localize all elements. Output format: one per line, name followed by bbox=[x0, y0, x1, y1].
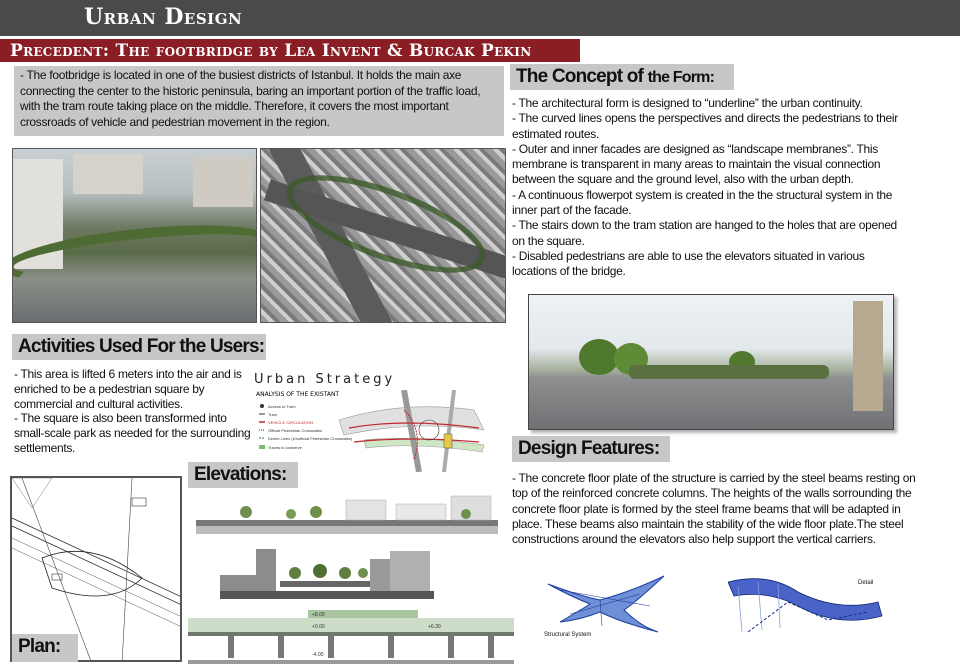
level-label: +6.30 bbox=[428, 624, 441, 630]
elevations-heading: Elevations: bbox=[188, 462, 298, 488]
structural-label: Structural System bbox=[544, 632, 592, 638]
top-banner bbox=[0, 0, 960, 36]
level-label: +0.00 bbox=[312, 624, 325, 630]
legend-item: Official Pedestrian Crosswalks bbox=[268, 428, 322, 433]
bridge-shape bbox=[629, 365, 829, 379]
street-photo bbox=[12, 148, 257, 323]
strategy-site-drawing bbox=[339, 390, 484, 472]
urban-strategy-title: Urban Strategy bbox=[254, 372, 396, 387]
concept-item: - The curved lines opens the perspectives and directs the pedestrians to their estimated routes. bbox=[512, 111, 898, 141]
design-paragraph: - The concrete floor plate of the structure is carried by the steel beams resting on top of the reinforced concrete columns. The heights of the walls sorrounding the concrete floor plate is formed by the steel frame beams that will be adapted in place. These beams also maintain the stability of the wide floor plate.The steel constructions around the elevators also help support the vertical carriers. bbox=[512, 471, 916, 547]
concept-item: - Outer and inner facades are designed as “landscape membranes”. This membrane is transparent in many areas to maintain the visual connection between the square and the ground level, also with the urban depth. bbox=[512, 141, 881, 187]
detail-label: Detail bbox=[858, 580, 874, 586]
legend-item: Traces to conserve bbox=[268, 445, 302, 450]
concept-heading-main: The Concept of bbox=[516, 66, 648, 87]
elevation-drawing bbox=[220, 545, 434, 600]
intro-box bbox=[14, 66, 504, 136]
design-text bbox=[512, 471, 918, 547]
concept-item: - A continuous flowerpot system is created in the the structural system in the inner part of the facade. bbox=[512, 187, 893, 218]
level-label: +8.00 bbox=[312, 612, 325, 618]
activities-item: - This area is lifted 6 meters into the air and is enriched to be a pedestrian square by commercial and cultural activities. bbox=[14, 367, 242, 411]
strategy-legend bbox=[259, 404, 353, 450]
page-title: Urban Design bbox=[84, 4, 243, 30]
structural-system-diagram bbox=[540, 566, 670, 638]
level-label: -4.00 bbox=[312, 652, 324, 658]
strategy-map bbox=[254, 390, 504, 472]
elevation-drawing bbox=[188, 608, 514, 666]
tree-shape bbox=[579, 339, 619, 375]
elevation-drawing bbox=[196, 492, 498, 538]
concept-item: - Disabled pedestrians are able to use the elevators situated in various locations of the bridge. bbox=[512, 248, 865, 279]
strategy-map-heading: ANALYSIS OF THE EXISTANT bbox=[256, 391, 340, 398]
building-shape bbox=[73, 154, 143, 194]
concept-heading-tail: the Form: bbox=[647, 69, 715, 86]
concept-text bbox=[512, 96, 912, 280]
legend-item: VEHICLE CIRCULATION bbox=[268, 420, 314, 425]
precedent-title: Precedent: The footbridge by Lea Invent & Burcak Pekin bbox=[10, 41, 532, 61]
building-shape bbox=[853, 301, 883, 411]
precedent-bar bbox=[0, 38, 580, 62]
concept-item: - The architectural form is designed to “underline” the urban continuity. bbox=[512, 96, 863, 110]
activities-heading: Activities Used For the Users: bbox=[12, 334, 266, 360]
square-photo bbox=[528, 294, 894, 430]
legend-item: Tram bbox=[268, 412, 278, 417]
aerial-photo bbox=[260, 148, 506, 323]
legend-item: Desire Lines (Unofficial Pedestrian Crosswalks) bbox=[268, 436, 353, 441]
legend-item: Access to Tram bbox=[268, 404, 296, 409]
activities-text bbox=[14, 367, 254, 456]
detail-diagram bbox=[728, 572, 888, 638]
plan-heading: Plan: bbox=[12, 634, 78, 662]
concept-heading bbox=[510, 64, 734, 90]
building-shape bbox=[193, 157, 253, 207]
intro-text: - The footbridge is located in one of the busiest districts of Istanbul. It holds the main axe connecting the center to the historic peninsula, baring an important portion of the traffic load, with the tram route taking place on the middle. Therefore, it covers the most important crossroads of vehicle and pedestrian movement in the region. bbox=[20, 68, 481, 129]
concept-item: - The stairs down to the tram station are hanged to the holes that are opened on the square. bbox=[512, 218, 897, 248]
design-heading: Design Features: bbox=[512, 436, 670, 462]
activities-item: - The square is also been transformed into small-scale park as needed for the surrounding settlements. bbox=[14, 411, 251, 455]
